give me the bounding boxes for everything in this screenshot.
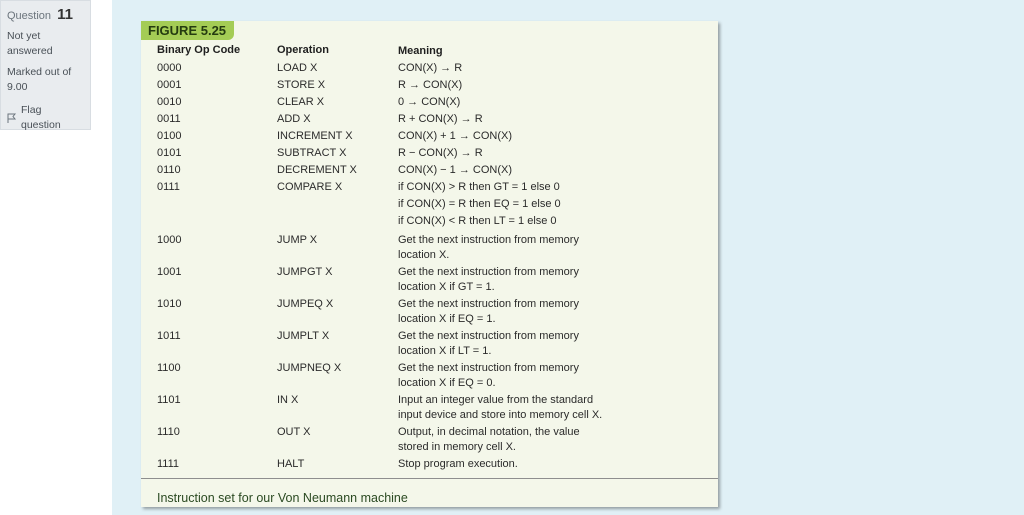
- meaning-cell: [398, 393, 716, 423]
- meaning-cell: [398, 265, 716, 295]
- question-number: [7, 6, 84, 23]
- flag-question-label: Flag question: [21, 104, 61, 131]
- meaning-line: CON(X) − 1 → CON(X): [398, 164, 512, 176]
- meaning-line: Get the next instruction from memory: [398, 234, 579, 246]
- meaning-line: Input an integer value from the standard: [398, 394, 594, 406]
- operation-cell: INCREMENT X: [277, 130, 353, 142]
- opcode-cell: 1010: [157, 298, 182, 310]
- meaning-line: location X if LT = 1.: [398, 345, 492, 357]
- opcode-cell: 1111: [157, 458, 180, 470]
- operation-cell: JUMP X: [277, 234, 318, 246]
- meaning-line: R − CON(X) → R: [398, 147, 483, 159]
- flag-question-button[interactable]: [7, 103, 84, 133]
- opcode-cell: 0100: [157, 130, 182, 142]
- meaning-cell: [398, 361, 716, 391]
- opcode-cell: 0011: [157, 113, 181, 125]
- meaning-cell: [398, 112, 716, 127]
- meaning-line: location X if EQ = 1.: [398, 313, 496, 325]
- meaning-cell: [398, 233, 716, 263]
- meaning-line: if CON(X) < R then LT = 1 else 0: [398, 215, 557, 227]
- grade-label: Marked out of: [7, 66, 72, 78]
- meaning-line: location X if GT = 1.: [398, 281, 495, 293]
- meaning-line: Get the next instruction from memory: [398, 330, 579, 342]
- meaning-line: if CON(X) > R then GT = 1 else 0: [398, 181, 560, 193]
- question-info-panel: [0, 0, 91, 130]
- question-content: [112, 0, 1024, 515]
- opcode-cell: 1101: [157, 394, 181, 406]
- meaning-cell: [398, 163, 716, 178]
- meaning-line: location X if EQ = 0.: [398, 377, 496, 389]
- opcode-cell: 1001: [157, 266, 182, 278]
- flag-icon: [7, 113, 17, 124]
- operation-cell: CLEAR X: [277, 96, 325, 108]
- meaning-line: Stop program execution.: [398, 458, 518, 470]
- operation-cell: JUMPGT X: [277, 266, 333, 278]
- meaning-line: Get the next instruction from memory: [398, 298, 579, 310]
- question-state: Not yet answered: [7, 30, 53, 57]
- question-grade: [7, 65, 84, 95]
- opcode-cell: 0111: [157, 181, 180, 193]
- opcode-cell: 1011: [157, 330, 181, 342]
- caption-divider: [141, 478, 718, 479]
- meaning-cell: [398, 297, 716, 327]
- meaning-line: stored in memory cell X.: [398, 441, 516, 453]
- header-operation: Operation: [277, 44, 329, 56]
- figure-badge: FIGURE 5.25: [141, 21, 234, 40]
- operation-cell: SUBTRACT X: [277, 147, 347, 159]
- grade-value: 9.00: [7, 81, 28, 93]
- operation-cell: LOAD X: [277, 62, 318, 74]
- header-opcode: Binary Op Code: [157, 44, 241, 56]
- meaning-line: location X.: [398, 249, 450, 261]
- meaning-line: Get the next instruction from memory: [398, 266, 579, 278]
- meaning-cell: [398, 129, 716, 144]
- opcode-cell: 1110: [157, 426, 180, 438]
- meaning-cell: [398, 425, 716, 455]
- figure-caption: Instruction set for our Von Neumann machine: [157, 491, 408, 505]
- meaning-line: R + CON(X) → R: [398, 113, 483, 125]
- figure-image: [141, 21, 718, 507]
- operation-cell: HALT: [277, 458, 305, 470]
- meaning-cell: [398, 61, 716, 76]
- opcode-cell: 0000: [157, 62, 182, 74]
- meaning-line: input device and store into memory cell X.: [398, 409, 603, 421]
- operation-cell: JUMPEQ X: [277, 298, 334, 310]
- operation-cell: JUMPLT X: [277, 330, 330, 342]
- meaning-line: CON(X) + 1 → CON(X): [398, 130, 512, 142]
- question-number-value: 11: [57, 6, 73, 23]
- header-meaning: Meaning: [398, 45, 443, 57]
- question-label: Question: [7, 10, 52, 22]
- meaning-line: CON(X) → R: [398, 62, 463, 74]
- meaning-cell: [398, 95, 716, 110]
- operation-cell: OUT X: [277, 426, 311, 438]
- operation-cell: COMPARE X: [277, 181, 343, 193]
- opcode-cell: 0001: [157, 79, 182, 91]
- meaning-cell: [398, 457, 716, 472]
- operation-cell: DECREMENT X: [277, 164, 357, 176]
- meaning-cell: [398, 146, 716, 161]
- meaning-cell: [398, 180, 716, 231]
- opcode-cell: 0010: [157, 96, 182, 108]
- meaning-cell: [398, 329, 716, 359]
- meaning-line: R → CON(X): [398, 79, 463, 91]
- meaning-line: Output, in decimal notation, the value: [398, 426, 580, 438]
- operation-cell: IN X: [277, 394, 299, 406]
- opcode-cell: 1000: [157, 234, 182, 246]
- operation-cell: JUMPNEQ X: [277, 362, 342, 374]
- operation-cell: STORE X: [277, 79, 326, 91]
- opcode-cell: 0101: [157, 147, 182, 159]
- meaning-cell: [398, 78, 716, 93]
- meaning-line: 0 → CON(X): [398, 96, 461, 108]
- opcode-cell: 1100: [157, 362, 181, 374]
- operation-cell: ADD X: [277, 113, 311, 125]
- meaning-line: if CON(X) = R then EQ = 1 else 0: [398, 198, 561, 210]
- opcode-cell: 0110: [157, 164, 181, 176]
- meaning-line: Get the next instruction from memory: [398, 362, 579, 374]
